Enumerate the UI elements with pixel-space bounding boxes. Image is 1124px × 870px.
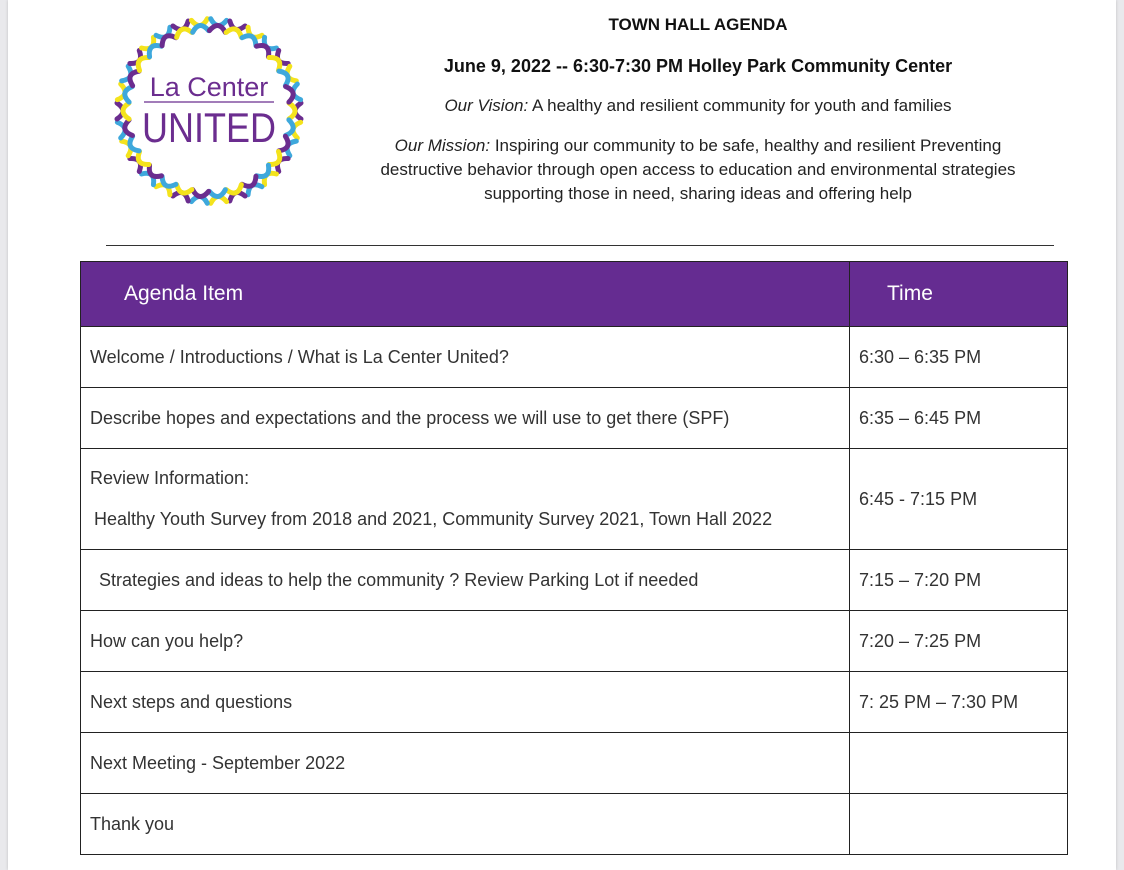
table-row: [81, 449, 1068, 550]
mission-label: Our Mission:: [394, 136, 491, 155]
braid-segment: [257, 42, 273, 57]
braid-segment: [289, 103, 295, 119]
agenda-item-cell: Welcome / Introductions / What is La Center United?: [81, 327, 850, 388]
time-cell: 6:30 – 6:35 PM: [850, 327, 1068, 388]
page-title: TOWN HALL AGENDA: [608, 15, 788, 34]
agenda-item-cell: Strategies and ideas to help the community ? Review Parking Lot if needed: [81, 550, 850, 611]
column-header-time: Time: [850, 262, 1068, 327]
logo-text-united: UNITED: [142, 104, 276, 151]
time-cell: 7: 25 PM – 7:30 PM: [850, 672, 1068, 733]
agenda-table-header-row: [81, 262, 1068, 327]
vision-statement: [338, 96, 1058, 116]
table-row: [81, 550, 1068, 611]
braided-wreath-icon: [104, 6, 314, 216]
mission-text-1: Inspiring our community to be safe, healthy and resilient Preventing: [490, 136, 1002, 155]
logo-text-la-center: La Center: [149, 72, 269, 102]
braid-segment: [123, 103, 129, 119]
braid-segment: [159, 33, 176, 46]
braid-segment: [209, 25, 226, 33]
agenda-item-cell: Describe hopes and expectations and the process we will use to get there (SPF): [81, 388, 850, 449]
mission-line-3: supporting those in need, sharing ideas and offering help: [484, 184, 912, 203]
braid-segment: [269, 152, 283, 168]
braid-segment: [146, 42, 162, 57]
mission-line-2: destructive behavior through open access to education and environmental strategies: [380, 160, 1016, 179]
table-row: [81, 327, 1068, 388]
table-row: [81, 672, 1068, 733]
mission-statement: [338, 134, 1058, 206]
agenda-item-heading: Review Information:: [90, 468, 250, 488]
agenda-page: [8, 0, 1116, 870]
agenda-table: [80, 261, 1068, 855]
meeting-date-location: June 9, 2022 -- 6:30-7:30 PM Holley Park Community Center: [443, 56, 953, 76]
braid-segment: [135, 54, 149, 70]
column-header-agenda-item: Agenda Item: [81, 262, 850, 327]
time-cell: 7:15 – 7:20 PM: [850, 550, 1068, 611]
agenda-item-cell: How can you help?: [81, 611, 850, 672]
time-cell: [850, 733, 1068, 794]
table-row: [81, 733, 1068, 794]
table-row: [81, 794, 1068, 855]
table-row: [81, 611, 1068, 672]
agenda-item-detail: Healthy Youth Survey from 2018 and 2021, Community Survey 2021, Town Hall 2022: [94, 509, 773, 529]
header-divider: [106, 245, 1054, 246]
vision-text: A healthy and resilient community for youth and families: [528, 96, 952, 115]
time-cell: 6:35 – 6:45 PM: [850, 388, 1068, 449]
vision-label: Our Vision:: [444, 96, 529, 115]
time-cell: 6:45 - 7:15 PM: [850, 449, 1068, 550]
mission-line-1: [338, 134, 1058, 158]
table-row: [81, 388, 1068, 449]
time-cell: [850, 794, 1068, 855]
agenda-item-cell: Next steps and questions: [81, 672, 850, 733]
braid-segment: [146, 165, 162, 180]
agenda-item-cell: Next Meeting - September 2022: [81, 733, 850, 794]
braid-segment: [192, 25, 209, 33]
time-cell: 7:20 – 7:25 PM: [850, 611, 1068, 672]
braid-segment: [209, 190, 226, 198]
braid-segment: [135, 152, 149, 168]
braid-segment: [257, 165, 273, 180]
braid-segment: [242, 176, 259, 189]
la-center-united-logo: [104, 6, 314, 216]
agenda-item-cell: [81, 449, 850, 550]
agenda-item-cell: Thank you: [81, 794, 850, 855]
braid-segment: [192, 190, 209, 198]
braid-segment: [269, 54, 283, 70]
